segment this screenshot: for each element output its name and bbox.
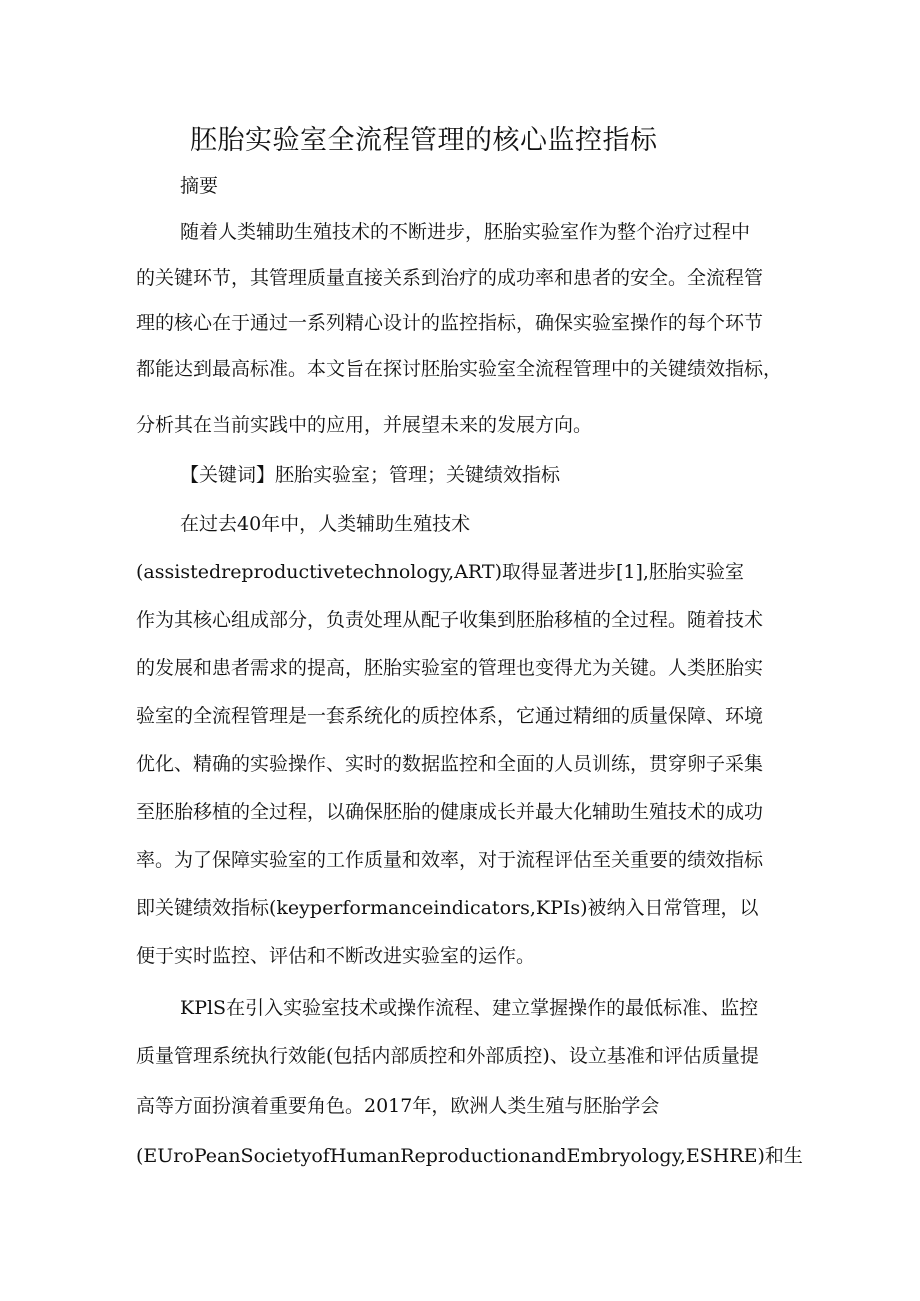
keywords-line: 【关键词】胚胎实验室；管理；关键绩效指标 [180,464,561,486]
body-line: 优化、精确的实验操作、实时的数据监控和全面的人员训练，贯穿卵子采集 [136,753,764,775]
body-line: (assistedreproductivetechnology,ART)取得显著进步[1],胚胎实验室 [136,561,744,583]
body-line: 在过去40年中，人类辅助生殖技术 [180,513,471,535]
body-line: KPlS在引入实验室技术或操作流程、建立掌握操作的最低标准、监控 [180,997,759,1019]
body-line: 高等方面扮演着重要角色。2017年，欧洲人类生殖与胚胎学会 [136,1095,660,1117]
body-line: 的发展和患者需求的提高，胚胎实验室的管理也变得尤为关键。人类胚胎实 [136,657,764,679]
body-line: (EUroPeanSocietyofHumanReproductionandEmbryology,ESHRE)和生 [136,1145,803,1167]
abstract-line: 分析其在当前实践中的应用，并展望未来的发展方向。 [136,414,593,436]
body-line: 便于实时监控、评估和不断改进实验室的运作。 [136,945,536,967]
body-line: 即关键绩效指标(keyperformanceindicators,KPIs)被纳入日常管理，以 [136,897,759,919]
body-line: 率。为了保障实验室的工作质量和效率，对于流程评估至关重要的绩效指标 [136,849,764,871]
abstract-line: 随着人类辅助生殖技术的不断进步，胚胎实验室作为整个治疗过程中 [180,221,751,243]
document-title: 胚胎实验室全流程管理的核心监控指标 [190,125,658,156]
body-line: 质量管理系统执行效能(包括内部质控和外部质控)、设立基准和评估质量提 [136,1045,759,1067]
abstract-line: 的关键环节，其管理质量直接关系到治疗的成功率和患者的安全。全流程管 [136,267,764,289]
abstract-line: 理的核心在于通过一系列精心设计的监控指标，确保实验室操作的每个环节 [136,312,764,334]
abstract-heading: 摘要 [180,175,219,197]
body-line: 作为其核心组成部分，负责处理从配子收集到胚胎移植的全过程。随着技术 [136,609,764,631]
body-line: 至胚胎移植的全过程，以确保胚胎的健康成长并最大化辅助生殖技术的成功 [136,801,764,823]
body-line: 验室的全流程管理是一套系统化的质控体系，它通过精细的质量保障、环境 [136,705,764,727]
abstract-line: 都能达到最高标准。本文旨在探讨胚胎实验室全流程管理中的关键绩效指标， [136,358,783,380]
